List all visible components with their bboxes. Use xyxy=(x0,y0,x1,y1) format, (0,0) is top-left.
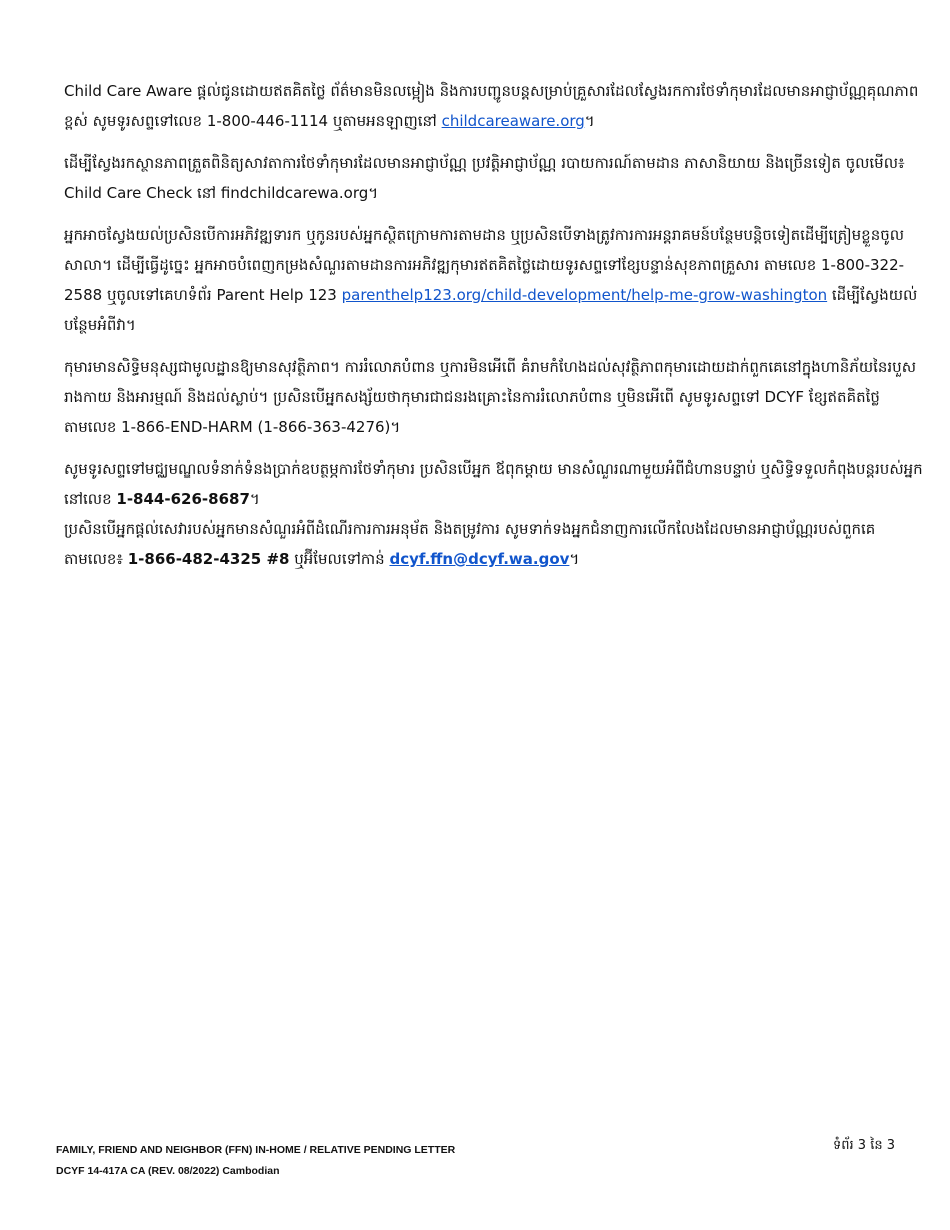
paragraph-mid: ឬអ៊ីមែលទៅកាន់ xyxy=(289,550,390,568)
paragraph-development-screening xyxy=(64,220,924,340)
paragraph-end: ។ xyxy=(249,490,260,508)
parenthelp123-link[interactable]: parenthelp123.org/child-development/help-me-grow-washington xyxy=(341,286,828,304)
form-title: FAMILY, FRIEND AND NEIGHBOR (FFN) IN-HOME / RELATIVE PENDING LETTER xyxy=(56,1144,456,1156)
paragraph-subsidy-contact xyxy=(64,454,924,514)
page-number: ទំព័រ 3 នៃ 3 xyxy=(833,1138,895,1153)
paragraph-text: សូមទូរសព្ទទៅមជ្ឈមណ្ឌលទំនាក់ទំនងប្រាក់ឧបត្ថម្ភការថែទាំកុមារ ប្រសិនបើអ្នក ឪពុកម្តាយ មានសំណួរណាមួយអំពីជំហានបន្ទាប់ ឬសិទ្ធិទទួលកំពុងបន្តរបស់អ្នក នៅលេខ xyxy=(64,460,923,508)
paragraph-child-care-aware xyxy=(64,76,924,136)
paragraph-text: Child Care Aware ផ្តល់ជូនដោយឥតគិតថ្លៃ ព័ត៌មានមិនលម្អៀង និងការបញ្ជូនបន្តសម្រាប់គ្រួសារដែលស្វែងរកការថែទាំកុមារដែលមានអាជ្ញាប័ណ្ណគុណភាពខ្ពស់ សូមទូរសព្ទទៅលេខ 1-800-446-1114 ឬតាមអនឡាញនៅ xyxy=(64,82,919,130)
paragraph-provider-contact xyxy=(64,514,924,574)
childcareaware-link[interactable]: childcareaware.org xyxy=(441,112,585,130)
footer-form-info xyxy=(56,1140,455,1182)
paragraph-end: ។ xyxy=(584,112,595,130)
paragraph-child-safety xyxy=(64,352,924,442)
exemption-phone-number: 1-866-482-4325 #8 xyxy=(127,550,290,568)
paragraph-end: ដើម្បីស្វែងយល់បន្ថែមអំពីវា។ xyxy=(64,286,918,334)
paragraph-text: ប្រសិនបើអ្នកផ្តល់សេវារបស់អ្នកមានសំណួរអំពីដំណើរការការអនុម័ត និងតម្រូវការ សូមទាក់ទងអ្នកជំនាញការលើកលែងដែលមានអាជ្ញាប័ណ្ណរបស់ពួកគេតាមលេខ៖ xyxy=(64,520,876,568)
paragraph-child-care-check xyxy=(64,148,924,208)
ffn-email-link[interactable]: dcyf.ffn@dcyf.wa.gov xyxy=(389,550,570,568)
paragraph-end: ។ xyxy=(569,550,580,568)
paragraph-text: ដើម្បីស្វែងរកស្ថានភាពត្រួតពិនិត្យសាវតាការថែទាំកុមារដែលមានអាជ្ញាប័ណ្ណ ប្រវត្តិអាជ្ញាប័ណ្ណ របាយការណ៍តាមដាន ភាសានិយាយ និងច្រើនទៀត ចូលមើល៖ Child Care Check នៅ findchildcarewa.org។ xyxy=(64,154,905,202)
paragraph-text: អ្នកអាចស្វែងយល់ប្រសិនបើការអភិវឌ្ឍទារក ឬកូនរបស់អ្នកស្ថិតក្រោមការតាមដាន ឬប្រសិនបើទាងត្រូវការការអន្តរាគមន៍បន្ថែមបន្តិចទៀតដើម្បីត្រៀមខ្លួនចូលសាលា។ ដើម្បីធ្វើដូច្នេះ អ្នកអាចបំពេញកម្រងសំណួរតាមដានការអភិវឌ្ឍកុមារឥតគិតថ្លៃដោយទូរសព្ទទៅខ្សែបន្ទាន់សុខភាពគ្រួសារ តាមលេខ 1-800-322-2588 ឬចូលទៅគេហទំព័រ Parent Help 123 xyxy=(64,226,905,304)
paragraph-text: កុមារមានសិទ្ធិមនុស្សជាមូលដ្ឋានឱ្យមានសុវត្ថិភាព។ ការរំលោភបំពាន ឬការមិនអើពើ គំរាមកំហែងដល់សុវត្ថិភាពកុមារដោយដាក់ពួកគេនៅក្នុងហានិភ័យនៃរបួសរាងកាយ និងអារម្មណ៍ និងដល់ស្លាប់។ ប្រសិនបើអ្នកសង្ស័យថាកុមារជាជនរងគ្រោះនៃការរំលោភបំពាន ឬមិនអើពើ សូមទូរសព្ទទៅ DCYF ខ្សែឥតគិតថ្លៃ តាមលេខ 1-866-END-HARM (1-866-363-4276)។ xyxy=(64,358,916,436)
subsidy-phone-number: 1-844-626-8687 xyxy=(116,490,250,508)
letter-body xyxy=(64,76,924,586)
form-number: DCYF 14-417A CA (REV. 08/2022) Cambodian xyxy=(56,1165,280,1177)
